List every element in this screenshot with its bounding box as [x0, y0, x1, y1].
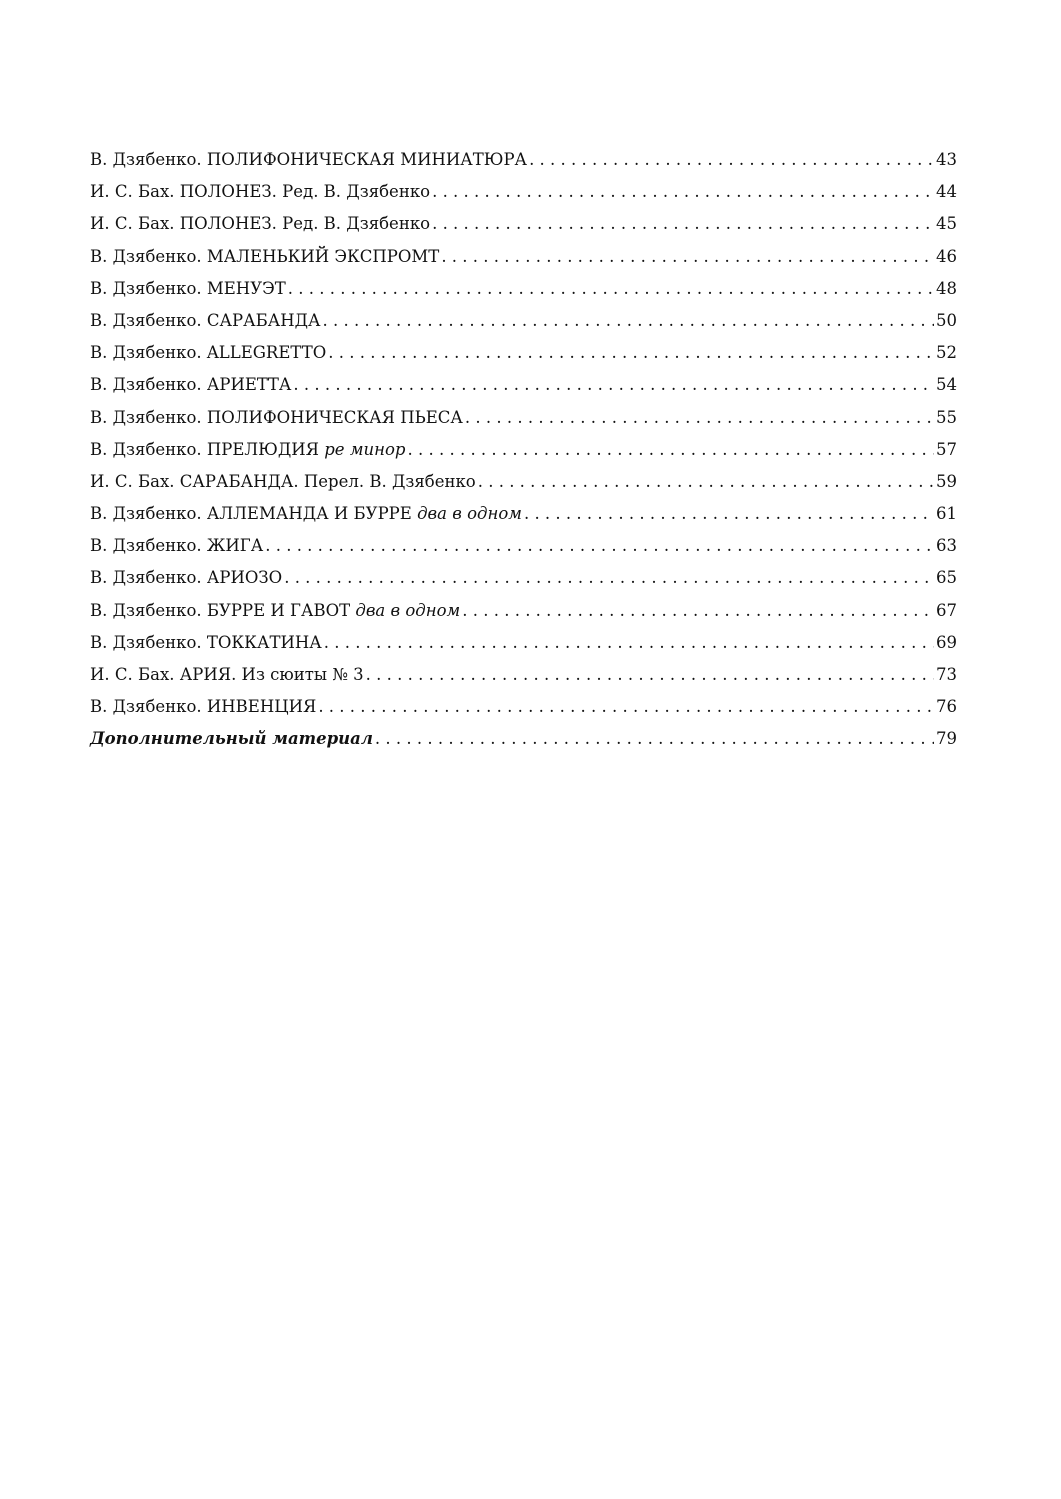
dot-leader	[323, 305, 934, 337]
toc-entry[interactable]	[90, 466, 957, 498]
toc-entry-title: В. Дзябенко. АРИЕТТА	[90, 375, 292, 395]
toc-entry[interactable]	[90, 498, 957, 530]
toc-entry-page: 50	[936, 310, 957, 330]
toc-entry-title: И. С. Бах. САРАБАНДА. Перел. В. Дзябенко	[90, 471, 476, 491]
toc-entry[interactable]	[90, 562, 957, 594]
dot-leader	[288, 273, 934, 305]
dot-leader	[529, 144, 934, 176]
toc-entry[interactable]	[90, 176, 957, 208]
toc-entry-page: 61	[936, 504, 957, 524]
toc-entry-title: В. Дзябенко. ПОЛИФОНИЧЕСКАЯ МИНИАТЮРА	[90, 150, 528, 169]
toc-entry-page: 52	[936, 343, 957, 363]
dot-leader	[465, 402, 934, 434]
dot-leader	[293, 369, 934, 401]
toc-entry-title: В. Дзябенко. МАЛЕНЬКИЙ ЭКСПРОМТ	[90, 246, 440, 266]
toc-entry[interactable]	[90, 337, 957, 369]
dot-leader	[462, 595, 934, 627]
dot-leader	[408, 434, 935, 466]
toc-entry-page: 45	[936, 214, 957, 234]
toc-entry[interactable]	[90, 627, 957, 659]
dot-leader	[432, 208, 934, 240]
toc-entry-note: два в одном	[417, 504, 522, 524]
dot-leader	[324, 627, 934, 659]
toc-entry-page: 79	[936, 729, 957, 749]
toc-entry-page: 48	[936, 278, 957, 298]
toc-entry[interactable]	[90, 659, 957, 691]
toc-entry-page: 65	[936, 568, 957, 588]
toc-entry-title: В. Дзябенко. ЖИГА	[90, 536, 264, 556]
dot-leader	[375, 723, 934, 755]
toc-entry-page: 63	[936, 536, 957, 556]
toc-entry-page: 59	[936, 471, 957, 491]
dot-leader	[441, 241, 934, 273]
toc-entry[interactable]	[90, 241, 957, 273]
toc-entry-note: два в одном	[355, 600, 461, 620]
toc-entry-page: 44	[936, 182, 957, 202]
toc-entry-title: И. С. Бах. АРИЯ. Из сюиты № 3	[90, 665, 364, 684]
dot-leader	[284, 562, 934, 594]
toc-entry-title: И. С. Бах. ПОЛОНЕЗ. Ред. В. Дзябенко	[90, 214, 431, 234]
toc-entry-page: 76	[936, 697, 957, 717]
dot-leader	[478, 466, 934, 498]
toc-entry-page: 54	[936, 375, 957, 395]
toc-entry-title: В. Дзябенко. АРИОЗО	[90, 568, 283, 588]
toc-entry-title: В. Дзябенко. ПРЕЛЮДИЯ ре минор	[90, 439, 406, 459]
toc-entry-page: 69	[936, 632, 957, 652]
dot-leader	[432, 176, 934, 208]
toc-entry-title: В. Дзябенко. ИНВЕНЦИЯ	[90, 697, 317, 717]
toc-entry-page: 55	[936, 407, 957, 427]
toc-entry-note: ре минор	[324, 439, 406, 459]
toc-entry-title: В. Дзябенко. ТОККАТИНА	[90, 632, 322, 652]
dot-leader	[524, 498, 934, 530]
toc-entry-title: Дополнительный материал	[90, 729, 373, 749]
dot-leader	[366, 659, 934, 691]
toc-entry-title: В. Дзябенко. БУРРЕ И ГАВОТ два в одном	[90, 600, 461, 620]
toc-entry[interactable]	[90, 208, 957, 240]
toc-entry[interactable]	[90, 402, 957, 434]
toc-entry-page: 46	[936, 246, 957, 266]
toc-entry-title: В. Дзябенко. ALLEGRETTO	[90, 343, 327, 363]
toc-entry-additional-material[interactable]	[90, 723, 957, 755]
toc-entry-title: В. Дзябенко. МЕНУЭТ	[90, 278, 286, 298]
toc-entry[interactable]	[90, 434, 957, 466]
dot-leader	[328, 337, 934, 369]
toc-entry[interactable]	[90, 305, 957, 337]
dot-leader	[265, 530, 934, 562]
toc-entry[interactable]	[90, 273, 957, 305]
toc-entry-title: В. Дзябенко. АЛЛЕМАНДА И БУРРЕ два в одном	[90, 504, 522, 524]
toc-entry-title: В. Дзябенко. САРАБАНДА	[90, 310, 321, 330]
toc-entry-page: 43	[936, 150, 957, 169]
toc-entry[interactable]	[90, 595, 957, 627]
toc-entry-page: 57	[936, 439, 957, 459]
toc-entry[interactable]	[90, 691, 957, 723]
toc-entry-title: В. Дзябенко. ПОЛИФОНИЧЕСКАЯ ПЬЕСА	[90, 407, 463, 427]
toc-entry[interactable]	[90, 144, 957, 176]
toc-entry-title: И. С. Бах. ПОЛОНЕЗ. Ред. В. Дзябенко	[90, 182, 431, 202]
table-of-contents	[90, 144, 957, 756]
dot-leader	[318, 691, 934, 723]
toc-entry[interactable]	[90, 530, 957, 562]
toc-entry-page: 67	[936, 600, 957, 620]
toc-entry-page: 73	[936, 665, 957, 684]
toc-entry[interactable]	[90, 369, 957, 401]
